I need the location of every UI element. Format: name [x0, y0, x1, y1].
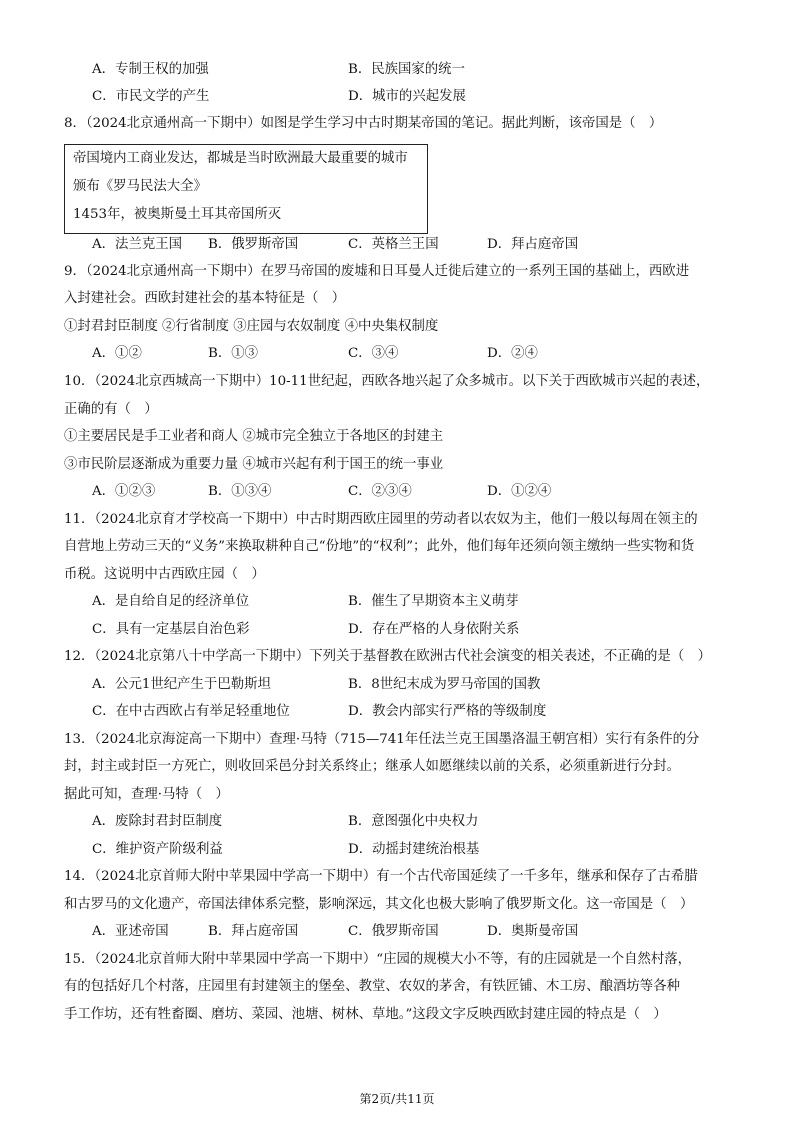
- q12-option-a: A．公元1世纪产生于巴勒斯坦: [92, 677, 271, 692]
- q15-stem-line-1: 15．（2024北京首师大附中苹果园中学高一下期中）“庄园的规模大小不等，有的庄园就是一个自然村落，: [64, 952, 692, 967]
- q8-option-b: B．俄罗斯帝国: [208, 237, 299, 252]
- q10-items-line-2: ③市民阶层逐渐成为重要力量 ④城市兴起有利于国王的统一事业: [64, 457, 444, 472]
- q9-stem-line-1: 9．（2024北京通州高一下期中）在罗马帝国的废墟和日耳曼人迁徙后建立的一系列王国的基础上，西欧进: [64, 264, 690, 279]
- q14-stem-line-1: 14．（2024北京首师大附中苹果园中学高一下期中）有一个古代帝国延续了一千多年，继承和保存了古希腊: [64, 869, 698, 884]
- page-number-footer: 第2页/共11页: [359, 1092, 435, 1106]
- q13-option-b: B．意图强化中央权力: [348, 814, 479, 829]
- q8-note-box: [64, 144, 428, 234]
- q13-option-a: A．废除封君封臣制度: [92, 814, 223, 829]
- q10-items-line-1: ①主要居民是手工业者和商人 ②城市完全独立于各地区的封建主: [64, 429, 444, 444]
- q9-option-d: D．②④: [487, 346, 538, 361]
- q12-option-c: C．在中古西欧占有举足轻重地位: [92, 704, 290, 719]
- q11-stem-line-2: 自营地上劳动三天的“义务”来换取耕种自己“份地”的“权利”；此外，他们每年还须向领主缴纳一些实物和货: [64, 539, 695, 554]
- q11-option-c: C．具有一定基层自治色彩: [92, 622, 250, 637]
- q15-stem-line-2: 有的包括好几个村落，庄园里有封建领主的堡垒、教堂、农奴的茅舍，有铁匠铺、木工房、酿酒坊等各种: [64, 979, 680, 994]
- q8-option-a: A．法兰克王国: [92, 237, 183, 252]
- q14-option-a: A．亚述帝国: [92, 924, 169, 939]
- q14-option-c: C．俄罗斯帝国: [348, 924, 439, 939]
- q7-option-c: C．市民文学的产生: [92, 89, 210, 104]
- q10-stem-line-1: 10．（2024北京西城高一下期中）10-11世纪起，西欧各地兴起了众多城市。以下关于西欧城市兴起的表述，: [64, 374, 710, 389]
- q13-stem-line-2: 封，封主或封臣一方死亡，则收回采邑分封关系终止；继承人如愿继续以前的关系，必须重新进行分封。: [64, 759, 680, 774]
- q13-option-c: C．维护资产阶级利益: [92, 842, 223, 857]
- q10-option-a: A．①②③: [92, 484, 156, 499]
- q14-stem-line-2: 和古罗马的文化遗产，帝国法律体系完整，影响深远，其文化也极大影响了俄罗斯文化。这一帝国是（ ）: [64, 897, 694, 912]
- q11-option-b: B．催生了早期资本主义萌芽: [348, 594, 519, 609]
- q13-stem-line-1: 13．（2024北京海淀高一下期中）查理·马特（715—741年任法兰克王国墨洛温王朝宫相）实行有条件的分: [64, 732, 700, 747]
- q8-option-c: C．英格兰王国: [348, 237, 439, 252]
- q14-option-d: D．奥斯曼帝国: [487, 924, 579, 939]
- q9-option-c: C．③④: [348, 346, 399, 361]
- q7-option-a: A．专制王权的加强: [92, 62, 209, 77]
- q8-stem: 8．（2024北京通州高一下期中）如图是学生学习中古时期某帝国的笔记。据此判断，该帝国是（ ）: [64, 116, 663, 131]
- q8-note-line-2: 颁布《罗马民法大全》: [73, 179, 207, 194]
- q14-option-b: B．拜占庭帝国: [208, 924, 299, 939]
- q13-stem-line-3: 据此可知，查理·马特（ ）: [64, 787, 229, 802]
- q8-note-line-3: 1453年，被奥斯曼土耳其帝国所灭: [73, 207, 282, 222]
- q15-stem-line-3: 手工作坊，还有牲畜圈、磨坊、菜园、池塘、树林、草地。”这段文字反映西欧封建庄园的特点是（ ）: [64, 1007, 667, 1022]
- q10-option-d: D．①②④: [487, 484, 552, 499]
- q8-option-d: D．拜占庭帝国: [487, 237, 579, 252]
- q9-option-b: B．①③: [208, 346, 259, 361]
- q10-stem-line-2: 正确的有（ ）: [64, 402, 158, 417]
- q12-stem: 12．（2024北京第八十中学高一下期中）下列关于基督教在欧洲古代社会演变的相关表述，不正确的是（ ）: [64, 649, 711, 664]
- q12-option-d: D．教会内部实行严格的等级制度: [348, 704, 547, 719]
- q10-option-b: B．①③④: [208, 484, 272, 499]
- q11-stem-line-3: 币税。这说明中古西欧庄园（ ）: [64, 567, 265, 582]
- q12-option-b: B．8世纪末成为罗马帝国的国教: [348, 677, 541, 692]
- q13-option-d: D．动摇封建统治根基: [348, 842, 480, 857]
- q9-option-a: A．①②: [92, 346, 142, 361]
- q11-option-a: A．是自给自足的经济单位: [92, 594, 249, 609]
- q7-option-b: B．民族国家的统一: [348, 62, 465, 77]
- q7-option-d: D．城市的兴起发展: [348, 89, 466, 104]
- q9-items: ①封君封臣制度 ②行省制度 ③庄园与农奴制度 ④中央集权制度: [64, 319, 439, 334]
- q10-option-c: C．②③④: [348, 484, 412, 499]
- q8-note-line-1: 帝国境内工商业发达，都城是当时欧洲最大最重要的城市: [73, 151, 408, 166]
- q11-stem-line-1: 11．（2024北京育才学校高一下期中）中古时期西欧庄园里的劳动者以农奴为主，他们一般以每周在领主的: [64, 512, 698, 527]
- q9-stem-line-2: 入封建社会。西欧封建社会的基本特征是（ ）: [64, 291, 346, 306]
- q11-option-d: D．存在严格的人身依附关系: [348, 622, 520, 637]
